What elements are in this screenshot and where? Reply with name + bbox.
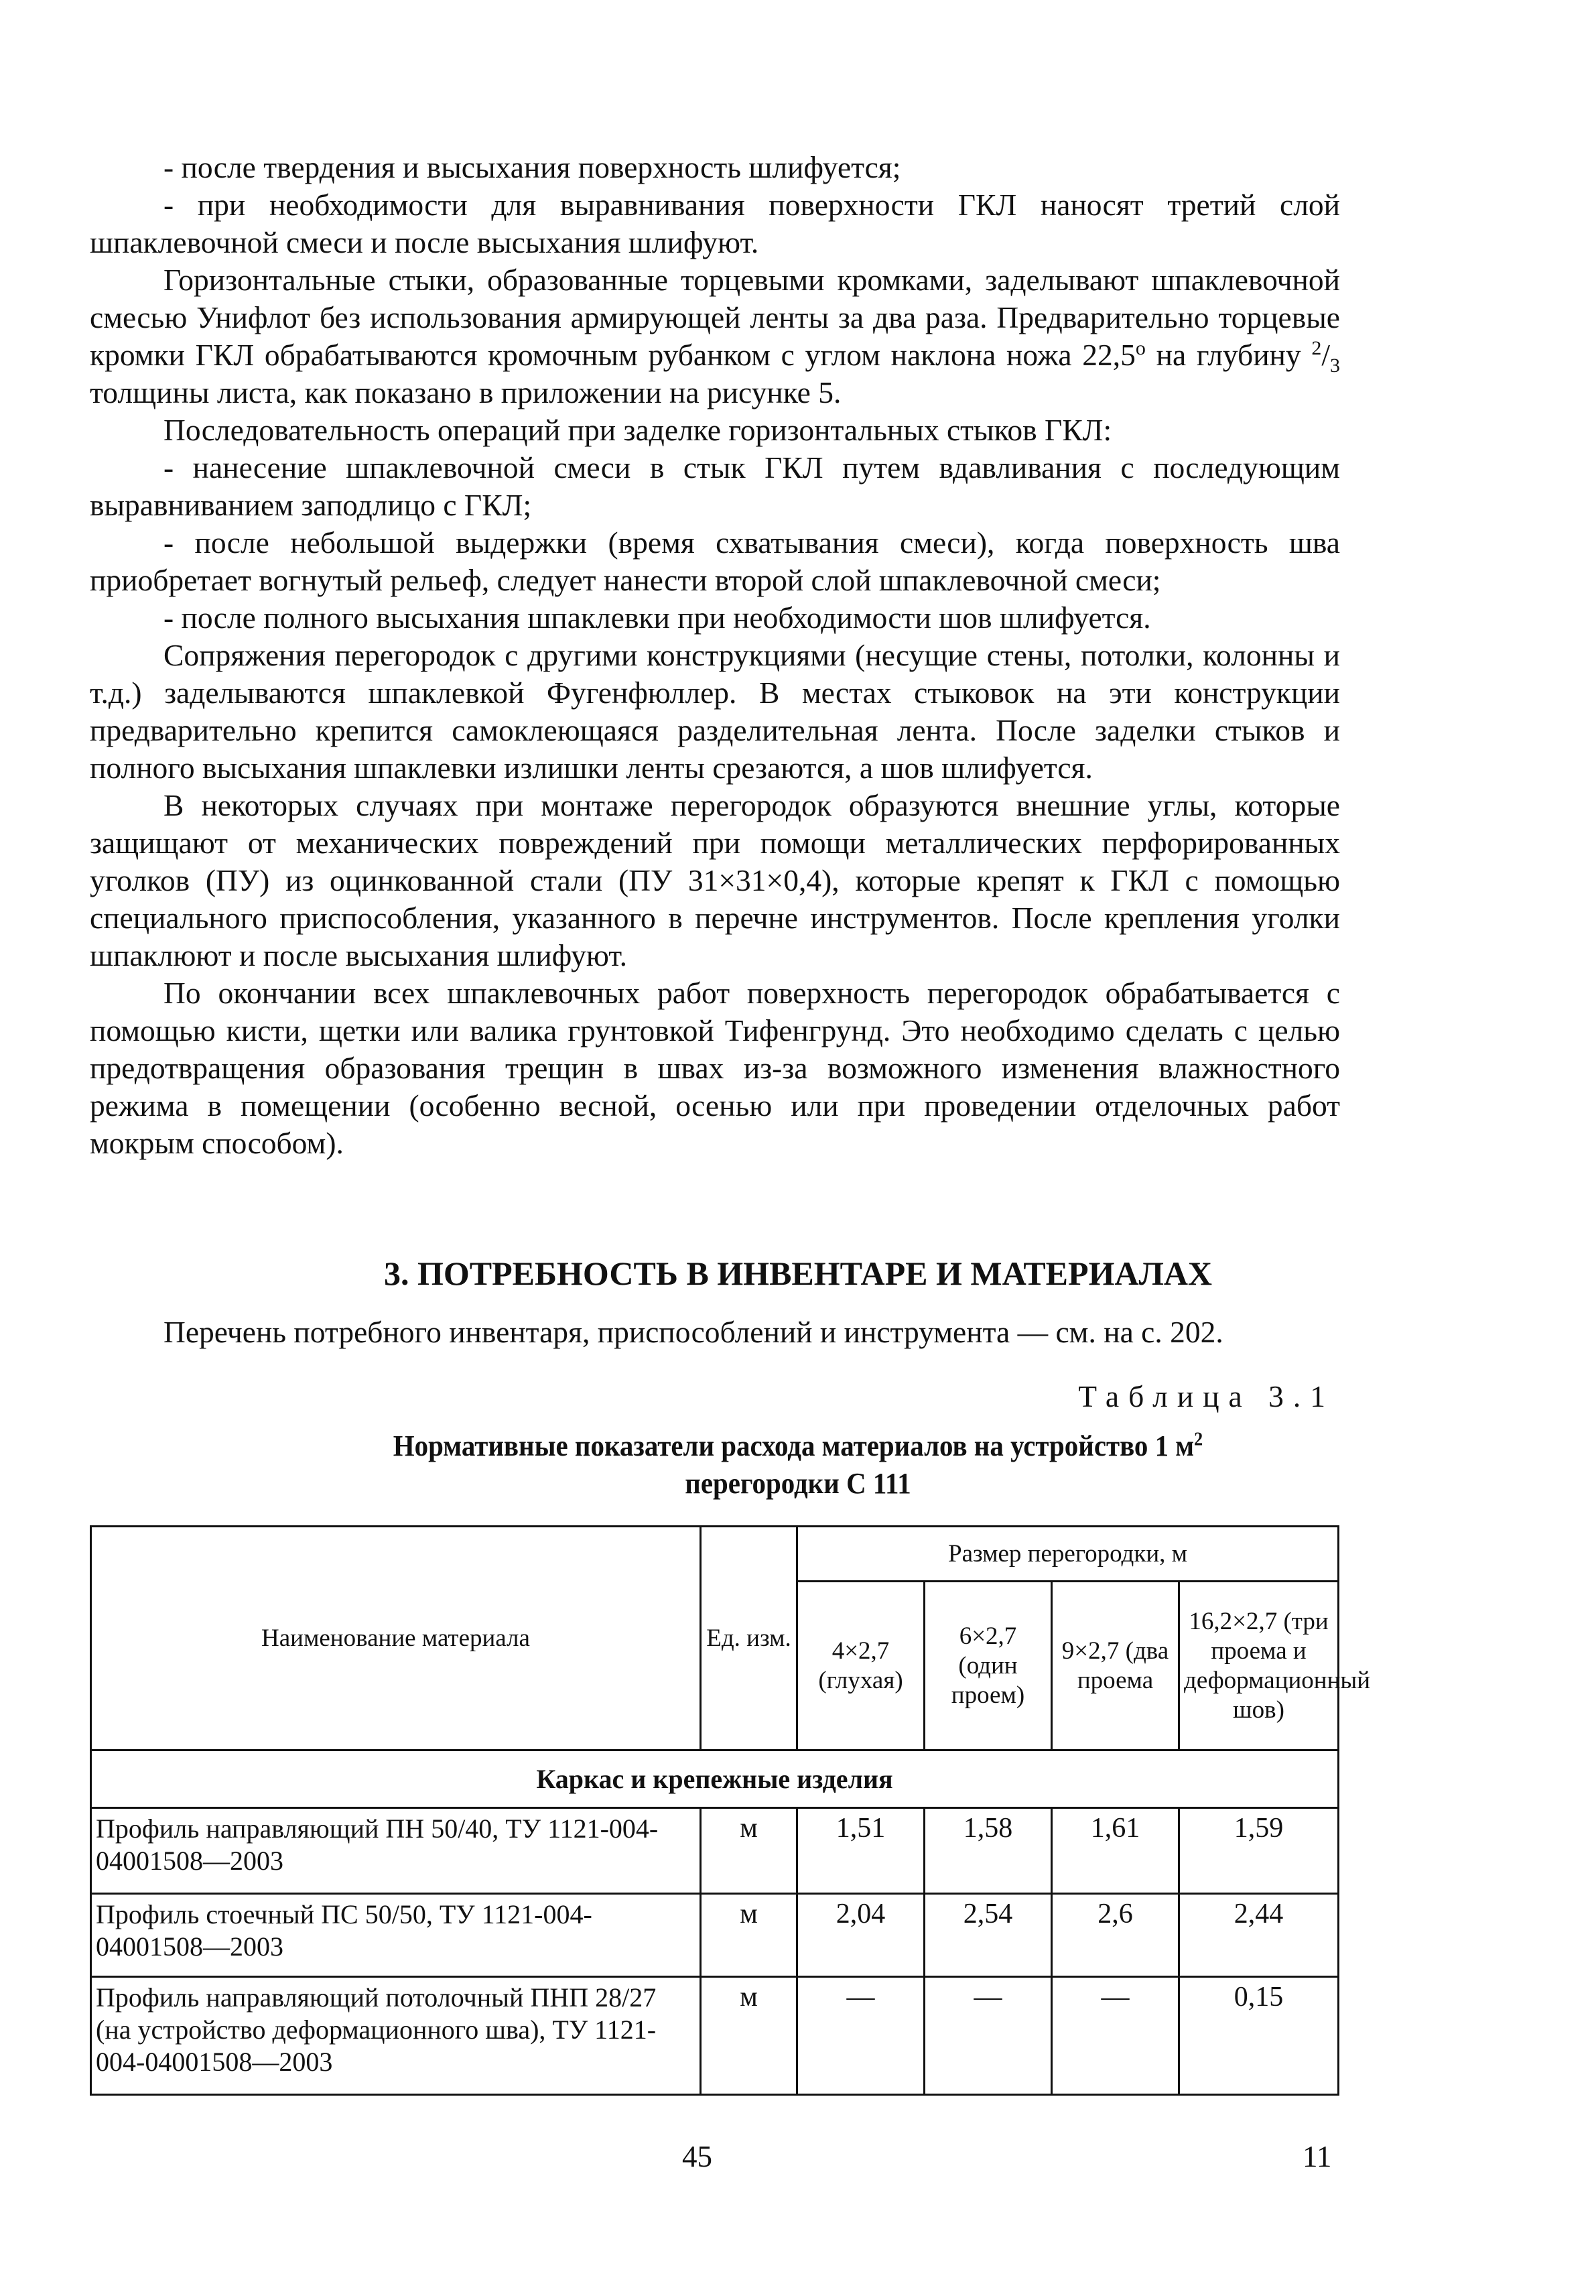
material-name: Профиль направляющий ПН 50/40, ТУ 1121-004-04001508—2003 <box>91 1808 701 1894</box>
value-size-3: 2,6 <box>1052 1894 1179 1977</box>
fraction-slash: / <box>1321 338 1330 372</box>
paragraph-3-part-b: на глубину <box>1145 338 1312 372</box>
paragraph-9: В некоторых случаях при монтаже перегородок образуются внешние углы, которые защищают от механических повреждений при помощи металлических перфорированных уголков (ПУ) из оцинкованной стали (ПУ 31×31×0,4), которые крепят к ГКЛ с помощью специального приспособления, указанного в перечне инструментов. После крепления уголки шпаклюют и после высыхания шлифуют. <box>90 788 1340 972</box>
paragraph-3 <box>90 261 1340 411</box>
page-number-right: 11 <box>1303 2140 1332 2173</box>
value-size-3: 1,61 <box>1052 1808 1179 1894</box>
value-size-2: 1,58 <box>925 1808 1052 1894</box>
paragraph-10: По окончании всех шпаклевочных работ поверхность перегородок обрабатывается с помощью кисти, щетки или валика грунтовкой Тифенгрунд. Это необходимо сделать с целью предотвращения образования трещин в швах из-за возможного изменения влажностного режима в помещении (особенно весной, осенью или при проведении отделочных работ мокрым способом). <box>90 976 1340 1160</box>
header-size-3: 9×2,7 (два проема <box>1052 1582 1179 1750</box>
header-size-2: 6×2,7 (один проем) <box>925 1582 1052 1750</box>
table-label: Таблица 3.1 <box>1078 1379 1335 1413</box>
section-heading: 3. ПОТРЕБНОСТЬ В ИНВЕНТАРЕ И МАТЕРИАЛАХ <box>383 1255 1213 1292</box>
material-unit: м <box>701 1808 797 1894</box>
header-size-4: 16,2×2,7 (три проема и деформационный шов) <box>1179 1582 1339 1750</box>
value-size-4: 1,59 <box>1179 1808 1339 1894</box>
superscript-2: 2 <box>1194 1429 1203 1450</box>
paragraph-1: - после твердения и высыхания поверхность шлифуется; <box>163 150 901 184</box>
section-frame-fasteners: Каркас и крепежные изделия <box>91 1750 1339 1808</box>
table-row <box>91 1977 1339 2095</box>
paragraph-8: Сопряжения перегородок с другими конструкциями (несущие стены, потолки, колонны и т.д.) заделываются шпаклевкой Фугенфюллер. В местах стыковок на эти конструкции предварительно крепится самоклеющаяся разделительная лента. После заделки стыков и полного высыхания шпаклевки излишки ленты срезаются, а шов шлифуется. <box>90 638 1340 785</box>
fraction-numerator: 2 <box>1311 336 1322 359</box>
paragraph-3-part-a: Горизонтальные стыки, образованные торцевыми кромками, заделывают шпаклевочной смесью Унифлот без использования армирующей ленты за два раза. Предварительно торцевые кромки ГКЛ обрабатываются кромочным рубанком с углом наклона ножа 22,5 <box>90 263 1340 372</box>
header-size-group: Размер перегородки, м <box>797 1527 1339 1582</box>
value-size-1: — <box>797 1977 925 2095</box>
paragraph-7: - после полного высыхания шпаклевки при необходимости шов шлифуется. <box>163 600 1151 635</box>
value-size-3: — <box>1052 1977 1179 2095</box>
table-row <box>91 1894 1339 1977</box>
material-name: Профиль направляющий потолочный ПНП 28/27 (на устройство деформационного шва), ТУ 1121-004-04001508—2003 <box>91 1977 701 2095</box>
paragraph-4: Последовательность операций при заделке горизонтальных стыков ГКЛ: <box>163 413 1112 447</box>
paragraph-5: - нанесение шпаклевочной смеси в стык ГКЛ путем вдавливания с последующим выравниванием заподлицо с ГКЛ; <box>90 450 1340 522</box>
value-size-4: 0,15 <box>1179 1977 1339 2095</box>
table-section-row <box>91 1750 1339 1808</box>
value-size-1: 2,04 <box>797 1894 925 1977</box>
material-unit: м <box>701 1894 797 1977</box>
reference-line: Перечень потребного инвентаря, приспособлений и инструмента — см. на с. 202. <box>163 1315 1223 1349</box>
materials-table <box>90 1525 1371 2096</box>
fraction-denominator: 3 <box>1330 355 1340 377</box>
table-row <box>91 1808 1339 1894</box>
page-number-left: 45 <box>682 2140 712 2173</box>
material-unit: м <box>701 1977 797 2095</box>
header-size-1: 4×2,7 (глухая) <box>797 1582 925 1750</box>
table-header-row-1 <box>91 1527 1339 1582</box>
table-title-line-2: перегородки С 111 <box>685 1467 911 1500</box>
body-text <box>90 149 1340 1162</box>
degree-mark: о <box>1135 336 1146 359</box>
table-title <box>56 1427 1540 1503</box>
value-size-2: 2,54 <box>925 1894 1052 1977</box>
paragraph-6: - после небольшой выдержки (время схватывания смеси), когда поверхность шва приобретает вогнутый рельеф, следует нанести второй слой шпаклевочной смеси; <box>90 525 1340 597</box>
paragraph-2: - при необходимости для выравнивания поверхности ГКЛ наносят третий слой шпаклевочной смеси и после высыхания шлифуют. <box>90 188 1340 259</box>
value-size-4: 2,44 <box>1179 1894 1339 1977</box>
paragraph-3-part-c: толщины листа, как показано в приложении на рисунке 5. <box>90 375 842 409</box>
header-unit: Ед. изм. <box>701 1527 797 1750</box>
value-size-2: — <box>925 1977 1052 2095</box>
value-size-1: 1,51 <box>797 1808 925 1894</box>
header-material-name: Наименование материала <box>91 1527 701 1750</box>
material-name: Профиль стоечный ПС 50/50, ТУ 1121-004-04001508—2003 <box>91 1894 701 1977</box>
table-title-line-1: Нормативные показатели расхода материалов на устройство 1 $м^2$ <box>393 1429 1203 1462</box>
